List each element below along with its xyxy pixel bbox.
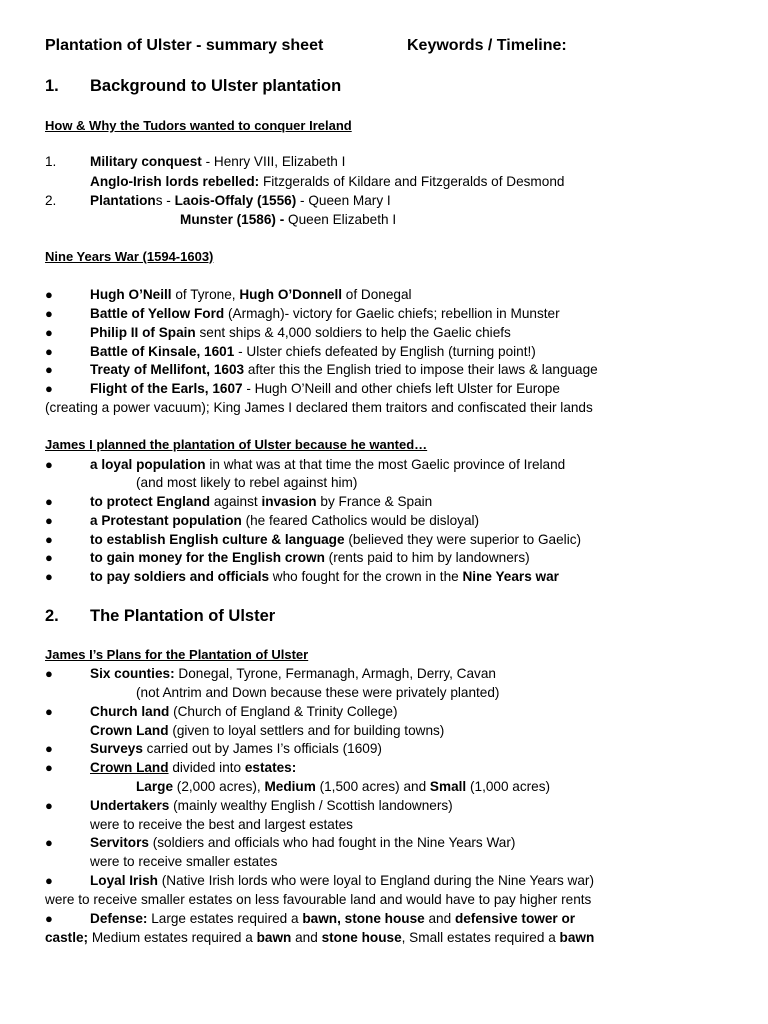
bullet-icon: ● (45, 306, 53, 321)
section-2-heading: The Plantation of Ulster (90, 607, 276, 625)
list-item: to pay soldiers and officials who fought for the crown in the Nine Years war (90, 569, 559, 584)
bullet-icon: ● (45, 835, 53, 850)
bullet-icon: ● (45, 325, 53, 340)
section-1-number: 1. (45, 77, 59, 95)
bullet-icon: ● (45, 344, 53, 359)
list-item: Crown Land (given to loyal settlers and for building towns) (90, 723, 445, 738)
list-item-continuation: were to receive the best and largest estates (90, 817, 353, 832)
tudors-heading: How & Why the Tudors wanted to conquer Ireland (45, 118, 352, 133)
list-item-continuation: castle; Medium estates required a bawn and stone house, Small estates required a bawn (45, 930, 595, 945)
bullet-icon: ● (45, 873, 53, 888)
list-item-continuation: (not Antrim and Down because these were privately planted) (136, 685, 500, 700)
bullet-icon: ● (45, 550, 53, 565)
bullet-icon: ● (45, 704, 53, 719)
plans-heading: James I’s Plans for the Plantation of Ulster (45, 647, 309, 662)
bullet-icon: ● (45, 362, 53, 377)
bullet-icon: ● (45, 287, 53, 302)
list-item: Anglo-Irish lords rebelled: Fitzgeralds of Kildare and Fitzgeralds of Desmond (90, 174, 565, 189)
list-item: Loyal Irish (Native Irish lords who were loyal to England during the Nine Years war) (90, 873, 594, 888)
list-item: a Protestant population (he feared Catholics would be disloyal) (90, 513, 480, 528)
list-item-continuation: (creating a power vacuum); King James I declared them traitors and confiscated their lands (45, 400, 593, 415)
bullet-icon: ● (45, 760, 53, 775)
list-item-continuation: were to receive smaller estates (90, 854, 278, 869)
section-2-number: 2. (45, 607, 59, 625)
bullet-icon: ● (45, 494, 53, 509)
bullet-icon: ● (45, 532, 53, 547)
list-item: Six counties: Donegal, Tyrone, Fermanagh, Armagh, Derry, Cavan (90, 666, 496, 681)
bullet-icon: ● (45, 911, 53, 926)
list-item: Defense: Large estates required a bawn, stone house and defensive tower or (90, 911, 576, 926)
list-item: Battle of Yellow Ford (Armagh)- victory for Gaelic chiefs; rebellion in Munster (90, 306, 560, 321)
james-heading: James I planned the plantation of Ulster because he wanted… (45, 437, 428, 452)
bullet-icon: ● (45, 798, 53, 813)
list-item: Philip II of Spain sent ships & 4,000 soldiers to help the Gaelic chiefs (90, 325, 511, 340)
list-item: to gain money for the English crown (rents paid to him by landowners) (90, 550, 530, 565)
bullet-icon: ● (45, 381, 53, 396)
section-1-heading: Background to Ulster plantation (90, 77, 342, 95)
bullet-icon: ● (45, 666, 53, 681)
keywords-heading: Keywords / Timeline: (407, 37, 567, 54)
list-item: Military conquest - Henry VIII, Elizabeth I (90, 154, 346, 169)
bullet-icon: ● (45, 569, 53, 584)
list-item-continuation: (and most likely to rebel against him) (136, 475, 358, 490)
list-item: Plantations - Laois-Offaly (1556) - Queen Mary I (90, 193, 391, 208)
bullet-icon: ● (45, 457, 53, 472)
bullet-icon: ● (45, 513, 53, 528)
list-item-continuation: Large (2,000 acres), Medium (1,500 acres) and Small (1,000 acres) (136, 779, 551, 794)
list-item: Undertakers (mainly wealthy English / Scottish landowners) (90, 798, 453, 813)
list-item: Munster (1586) - Queen Elizabeth I (180, 212, 397, 227)
war-heading: Nine Years War (1594-1603) (45, 249, 214, 264)
list-number: 1. (45, 154, 57, 169)
list-item: Church land (Church of England & Trinity College) (90, 704, 398, 719)
list-item: Treaty of Mellifont, 1603 after this the English tried to impose their laws & language (90, 362, 598, 377)
list-item: Battle of Kinsale, 1601 - Ulster chiefs defeated by English (turning point!) (90, 344, 536, 359)
list-item: Surveys carried out by James I’s officials (1609) (90, 741, 382, 756)
bullet-icon: ● (45, 741, 53, 756)
list-item: Flight of the Earls, 1607 - Hugh O’Neill and other chiefs left Ulster for Europe (90, 381, 560, 396)
list-item: to establish English culture & language (believed they were superior to Gaelic) (90, 532, 582, 547)
list-item: Crown Land divided into estates: (90, 760, 297, 775)
list-item: a loyal population in what was at that time the most Gaelic province of Ireland (90, 457, 566, 472)
list-number: 2. (45, 193, 57, 208)
list-item: to protect England against invasion by France & Spain (90, 494, 433, 509)
list-item: Hugh O’Neill of Tyrone, Hugh O’Donnell of Donegal (90, 287, 412, 302)
list-item: Servitors (soldiers and officials who had fought in the Nine Years War) (90, 835, 516, 850)
list-item-continuation: were to receive smaller estates on less favourable land and would have to pay higher rents (45, 892, 592, 907)
page-title: Plantation of Ulster - summary sheet (45, 37, 324, 54)
